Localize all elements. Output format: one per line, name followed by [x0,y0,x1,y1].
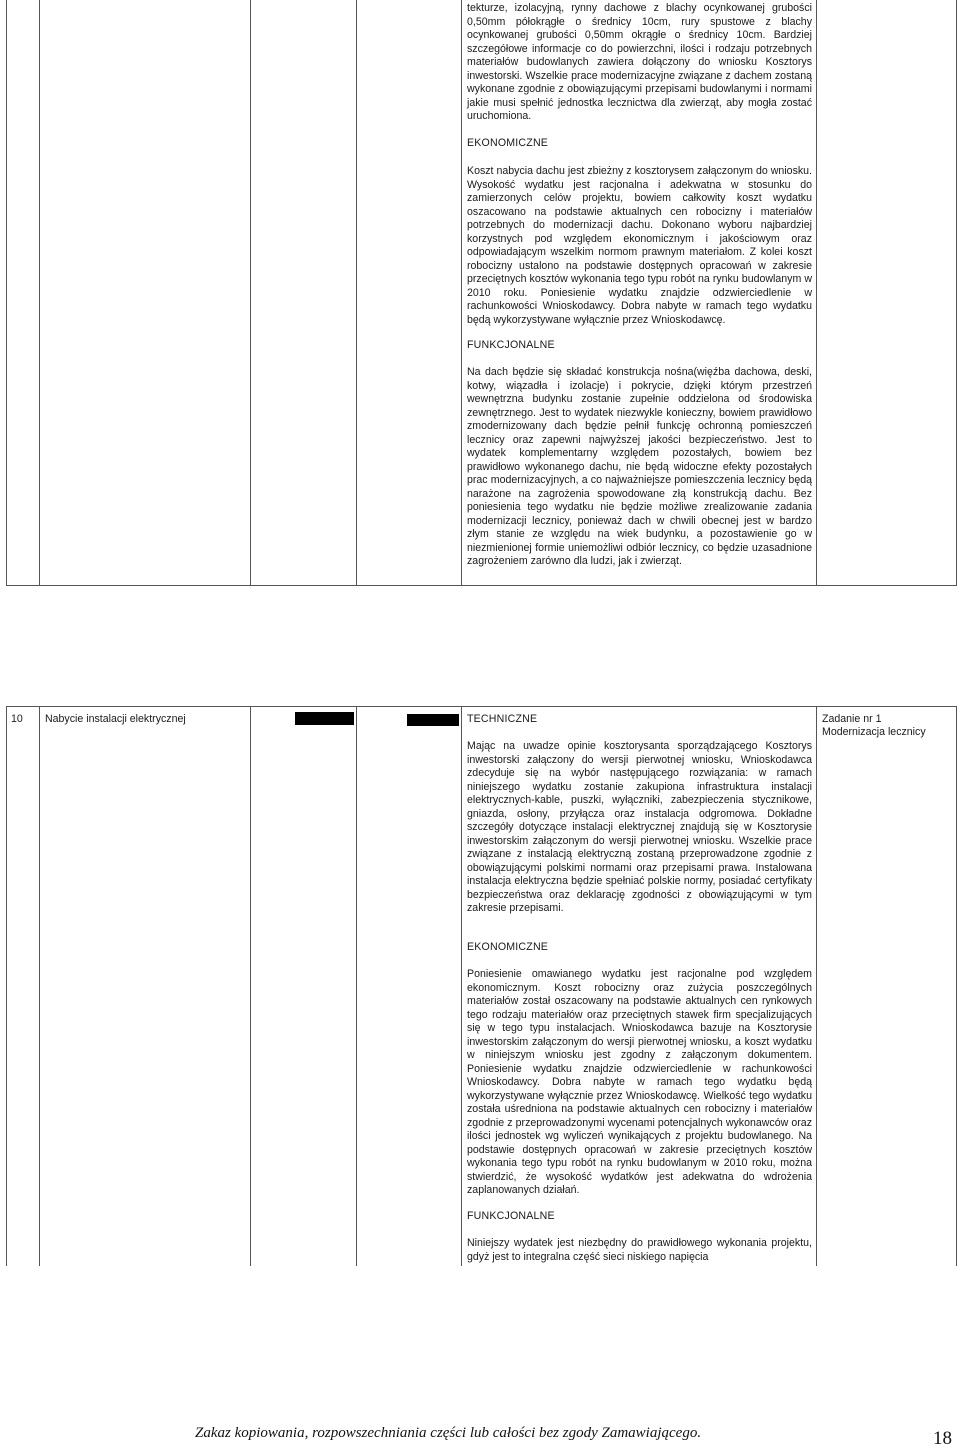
table-row-10 [0,706,960,1268]
row-border [6,706,957,707]
functional-text: Na dach będzie się składać konstrukcja nośna(więźba dachowa, deski, kotwy, wiązadła i izolacje) i pokrycie, dzięki którym przestrzeń wewnętrzna budynku zostanie zupełnie oddzielona od środowiska zewnętrznego. Jest to wydatek niezwykle konieczny, bowiem prawidłowo zmodernizowany dach będzie pełnił funkcję ochronną pomieszczeń lecznicy oraz zapewni najwyższej jakości bezpieczeństwo. Jest to wydatek komplementarny względem pozostałych, bowiem bez prawidłowo wykonanego dachu, nie będą widoczne efekty pozostałych prac modernizacyjnych, a co najważniejsze pomieszczenia lecznicy będą narażone na zagrożenia spowodowane złą konstrukcją dachu. Bez poniesienia tego wydatku nie będzie możliwe zrealizowanie zadania modernizacji lecznicy, ponieważ dach w chwili obecnej jest w bardzo złym stanie ze względu na wiek budynku, a pozostawienie go w niezmienionej formie uniemożliwi odbiór lecznicy, co będzie uzasadnione zagrożeniem zarówno dla ludzi, jak i zwierząt. [467,366,812,567]
column-border [461,0,462,586]
economic-text: Poniesienie omawianego wydatku jest racjonalne pod względem ekonomicznym. Koszt robocizny oraz zużycia poszczególnych materiałów został oszacowany na podstawie aktualnych cen rynkowych tego rodzaju materiałów oraz przeciętnych stawek firm specjalizujących się w tego typu instalacjach. Wnioskodawca bazuje na Kosztorysie inwestorskim załączonym do wersji pierwotnej wniosku, a koszt wydatku w niniejszym wniosku jest zgodny z załączonym dokumentem. Poniesienie wydatku znajdzie odzwierciedlenie w rachunkowości Wnioskodawcy. Dobra nabyte w ramach tego wydatku będą wykorzystywane wyłącznie przez Wnioskodawcę. Wielkość tego wydatku została uśredniona na podstawie aktualnych cen robocizny i materiałów zgodnie z przeprowadzonymi wycenami potencjalnych wykonawców oraz ilości jednostek wg wyliczeń wynikających z projektu budowlanego. Na podstawie dostępnych opracowań w zakresie przeciętnych kosztów wykonania tego typu robót na rynku budowlanym w 2010 roku, można stwierdzić, że wysokość wydatków jest adekwatna do wdrożenia zaplanowanych działań. [467,968,812,1196]
technical-heading: TECHNICZNE [467,713,538,725]
row-number: 10 [11,713,23,725]
column-border [816,0,817,586]
column-border [816,706,817,1266]
redaction-block [407,714,459,726]
task-label: Zadanie nr 1 [822,713,882,725]
column-border [250,0,251,586]
table-fragment-top [0,0,960,588]
column-border [461,706,462,1266]
economic-heading: EKONOMICZNE [467,137,549,149]
column-border [39,706,40,1266]
column-border [956,0,957,586]
column-border [250,706,251,1266]
continuation-text: tekturze, izolacyjną, rynny dachowe z blachy ocynkowanej grubości 0,50mm półokrągłe o średnicy 10cm, rury spustowe z blachy ocynkowanej grubości 0,50mm okrągłe o średnicy 10cm. Bardziej szczegółowe informacje co do powierzchni, ilości i rodzaju potrzebnych materiałów budowlanych zawiera dołączony do wniosku Kosztorys inwestorski. Wszelkie prace modernizacyjne związane z dachem zostaną wykonane zgodnie z obowiązującymi przepisami budowlanymi i normami jakie musi spełnić jednostka lecznictwa dla zwierząt, aby mogła zostać uruchomiona. [467,2,812,122]
economic-text: Koszt nabycia dachu jest zbieżny z kosztorysem załączonym do wniosku. Wysokość wydatku jest racjonalna i adekwatna w stosunku do zamierzonych celów projektu, bowiem całkowity koszt wydatku oszacowano na podstawie aktualnych cen robocizny i materiałów potrzebnych do modernizacji dachu. Dokonano wyboru najbardziej korzystnych pod względem ekonomicznym i jakościowym oraz odpowiadającym wszelkim normom prawnym materiałom. Z kolei koszt robocizny ustalono na podstawie dostępnych opracowań w zakresie przeciętnych kosztów wykonania tego typu robót na rynku budowlanym w 2010 roku. Poniesienie wydatku znajdzie odzwierciedlenie w rachunkowości Wnioskodawcy. Dobra nabyte w ramach tego wydatku będą wykorzystywane wyłącznie przez Wnioskodawcę. [467,165,812,326]
item-name: Nabycie instalacji elektrycznej [45,713,186,725]
functional-text: Niniejszy wydatek jest niezbędny do prawidłowego wykonania projektu, gdyż jest to integralna część sieci niskiego napięcia [467,1237,812,1263]
column-border [956,706,957,1266]
redaction-block [295,712,354,725]
column-border [6,706,7,1266]
page-number: 18 [933,1428,952,1449]
column-border [356,0,357,586]
task-description: Modernizacja lecznicy [822,726,926,738]
functional-heading: FUNKCJONALNE [467,339,555,351]
row-border [6,585,957,586]
technical-text: Mając na uwadze opinie kosztorysanta sporządzającego Kosztorys inwestorski załączony do wersji pierwotnej wniosku, Wnioskodawca zdecyduje się na wybór następującego rozwiązania: w ramach niniejszego wydatku zostanie zakupiona infrastruktura instalacji elektrycznych-kable, puszki, wyłączniki, zabezpieczenia stycznikowe, gniazda, osłony, przyłącza oraz instalacja odgromowa. Dokładne szczegóły dotyczące instalacji elektrycznej znajdują się w Kosztorysie inwestorskim załączonym do wersji pierwotnej wniosku. Wszelkie prace związane z instalacją elektryczną zostaną przeprowadzone zgodnie z obowiązującymi polskimi normami oraz przepisami prawa. Instalowana instalacja elektryczna będzie spełniać polskie normy, posiadać certyfikaty bezpieczeństwa oraz deklarację zgodności z obowiązującymi w tym zakresie przepisami. [467,740,812,914]
copyright-notice: Zakaz kopiowania, rozpowszechniania części lub całości bez zgody Zamawiającego. [195,1425,702,1441]
page-footer [0,1422,960,1452]
column-border [6,0,7,586]
column-border [39,0,40,586]
functional-heading: FUNKCJONALNE [467,1210,555,1222]
column-border [356,706,357,1266]
economic-heading: EKONOMICZNE [467,941,549,953]
